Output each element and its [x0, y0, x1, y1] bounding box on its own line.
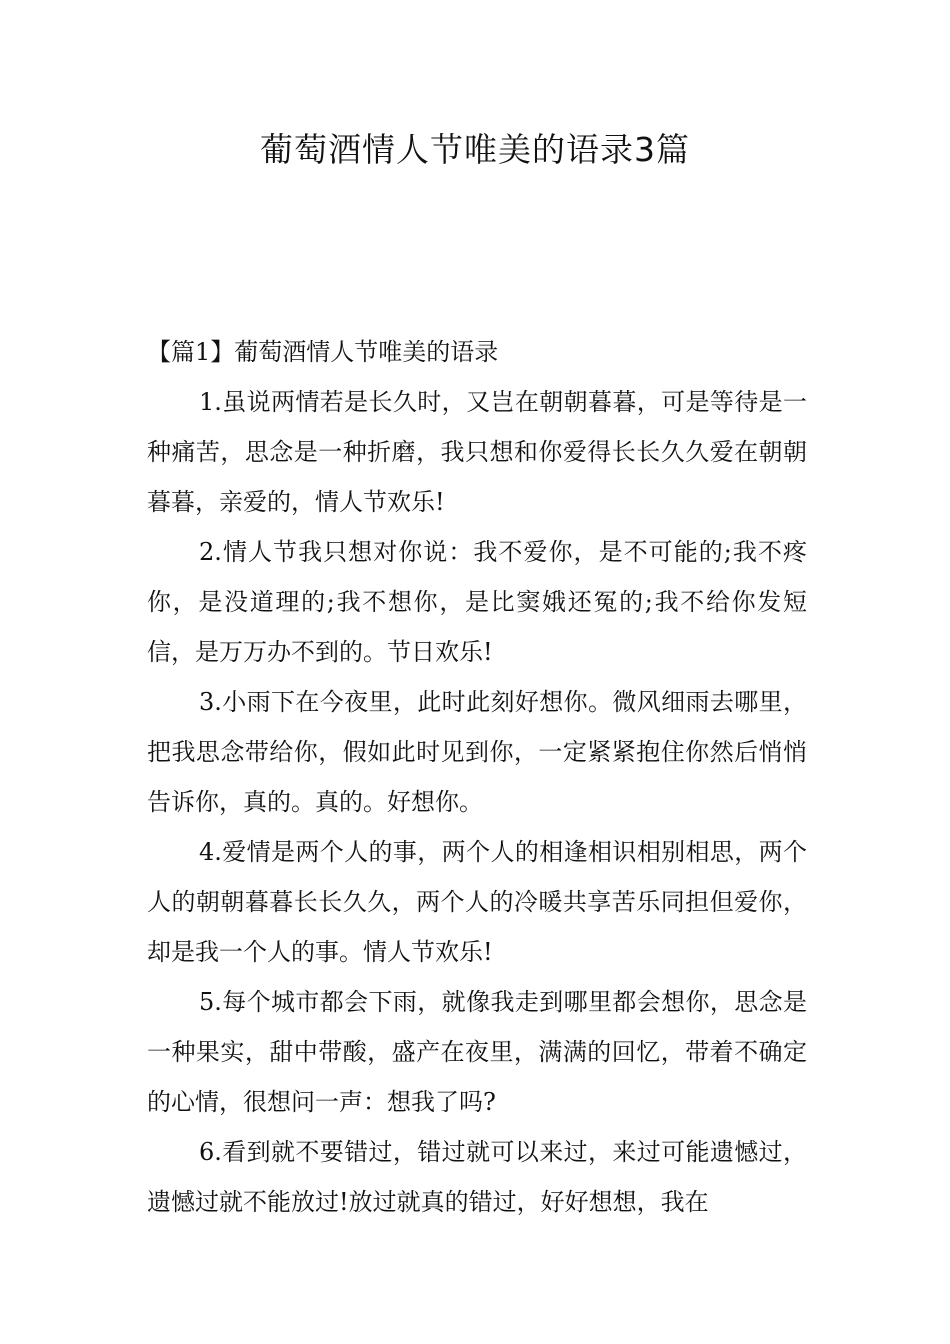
document-body: [147, 327, 807, 1227]
paragraph-5: 5.每个城市都会下雨，就像我走到哪里都会想你，思念是一种果实，甜中带酸，盛产在夜里，满满的回忆，带着不确定的心情，很想问一声：想我了吗?: [147, 988, 807, 1116]
paragraph-1: 1.虽说两情若是长久时，又岂在朝朝暮暮，可是等待是一种痛苦，思念是一种折磨，我只想和你爱得长长久久爱在朝朝暮暮，亲爱的，情人节欢乐!: [147, 388, 807, 516]
section-heading: 【篇1】葡萄酒情人节唯美的语录: [147, 338, 499, 366]
paragraph-2: 2.情人节我只想对你说：我不爱你，是不可能的;我不疼你，是没道理的;我不想你，是比窦娥还冤的;我不给你发短信，是万万办不到的。节日欢乐!: [147, 538, 807, 666]
paragraph-3: 3.小雨下在今夜里，此时此刻好想你。微风细雨去哪里，把我思念带给你，假如此时见到你，一定紧紧抱住你然后悄悄告诉你，真的。真的。好想你。: [147, 688, 807, 816]
document-title: 葡萄酒情人节唯美的语录3篇: [260, 130, 690, 169]
paragraph-4: 4.爱情是两个人的事，两个人的相逢相识相别相思，两个人的朝朝暮暮长长久久，两个人的冷暖共享苦乐同担但爱你，却是我一个人的事。情人节欢乐!: [147, 838, 807, 966]
paragraph-6: 6.看到就不要错过，错过就可以来过，来过可能遗憾过，遗憾过就不能放过!放过就真的错过，好好想想，我在: [147, 1138, 807, 1216]
